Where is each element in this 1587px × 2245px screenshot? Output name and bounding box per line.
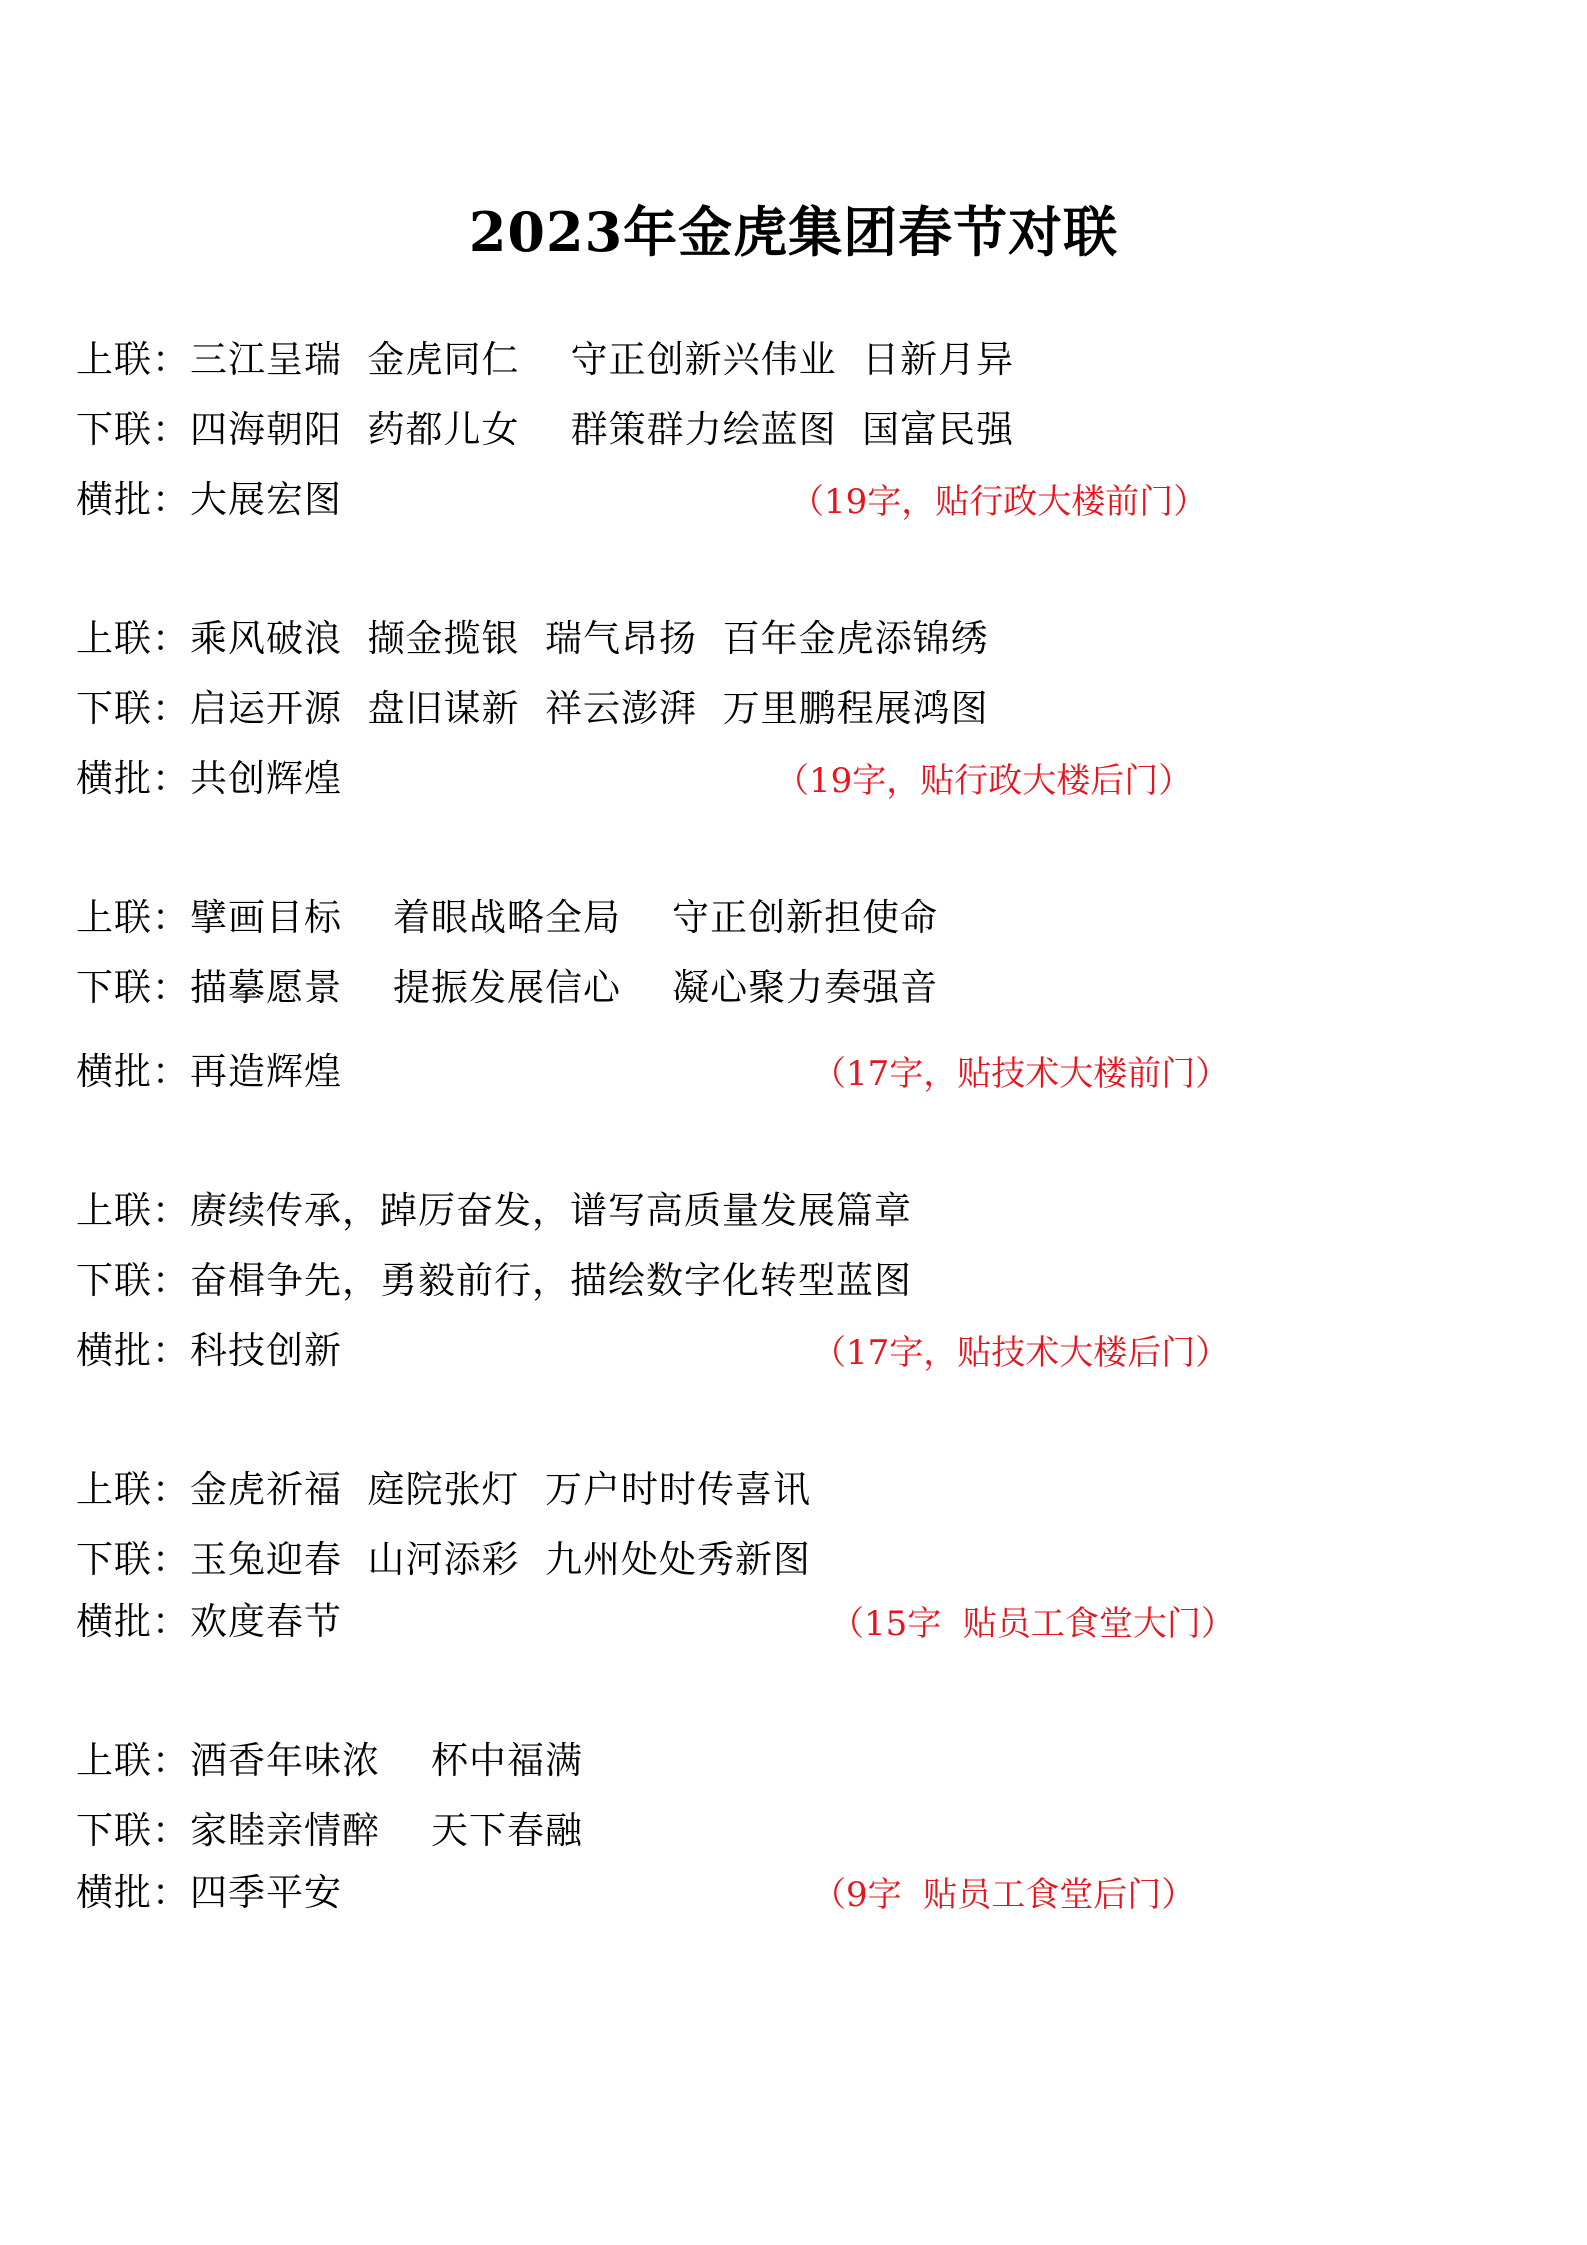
placement-note: （19字，贴行政大楼前门） xyxy=(790,482,1208,522)
lower-line: 下联：奋楫争先，勇毅前行，描绘数字化转型蓝图 xyxy=(76,1259,912,1302)
banner-line: 横批：四季平安 xyxy=(76,1871,342,1914)
banner-line: 横批：欢度春节 xyxy=(76,1600,342,1643)
upper-line: 上联：擘画目标 着眼战略全局 守正创新担使命 xyxy=(76,896,939,939)
placement-note: （15字 贴员工食堂大门） xyxy=(830,1604,1235,1644)
banner-line: 横批：科技创新 xyxy=(76,1329,342,1372)
lower-line: 下联：描摹愿景 提振发展信心 凝心聚力奏强音 xyxy=(76,966,939,1009)
upper-line: 上联：赓续传承，踔厉奋发，谱写高质量发展篇章 xyxy=(76,1189,912,1232)
lower-line: 下联：四海朝阳 药都儿女 群策群力绘蓝图 国富民强 xyxy=(76,408,1015,451)
placement-note: （17字，贴技术大楼后门） xyxy=(812,1333,1230,1373)
banner-line: 横批：大展宏图 xyxy=(76,478,342,521)
placement-note: （19字，贴行政大楼后门） xyxy=(775,761,1193,801)
page-title: 2023年金虎集团春节对联 xyxy=(468,200,1119,264)
banner-line: 横批：共创辉煌 xyxy=(76,757,342,800)
lower-line: 下联：家睦亲情醉 天下春融 xyxy=(76,1809,584,1852)
placement-note: （9字 贴员工食堂后门） xyxy=(812,1875,1196,1915)
placement-note: （17字，贴技术大楼前门） xyxy=(812,1054,1230,1094)
banner-line: 横批：再造辉煌 xyxy=(76,1050,342,1093)
upper-line: 上联：乘风破浪 撷金揽银 瑞气昂扬 百年金虎添锦绣 xyxy=(76,617,989,660)
upper-line: 上联：酒香年味浓 杯中福满 xyxy=(76,1739,584,1782)
upper-line: 上联：金虎祈福 庭院张灯 万户时时传喜讯 xyxy=(76,1468,812,1511)
upper-line: 上联：三江呈瑞 金虎同仁 守正创新兴伟业 日新月异 xyxy=(76,338,1015,381)
lower-line: 下联：启运开源 盘旧谋新 祥云澎湃 万里鹏程展鸿图 xyxy=(76,687,989,730)
lower-line: 下联：玉兔迎春 山河添彩 九州处处秀新图 xyxy=(76,1538,812,1581)
